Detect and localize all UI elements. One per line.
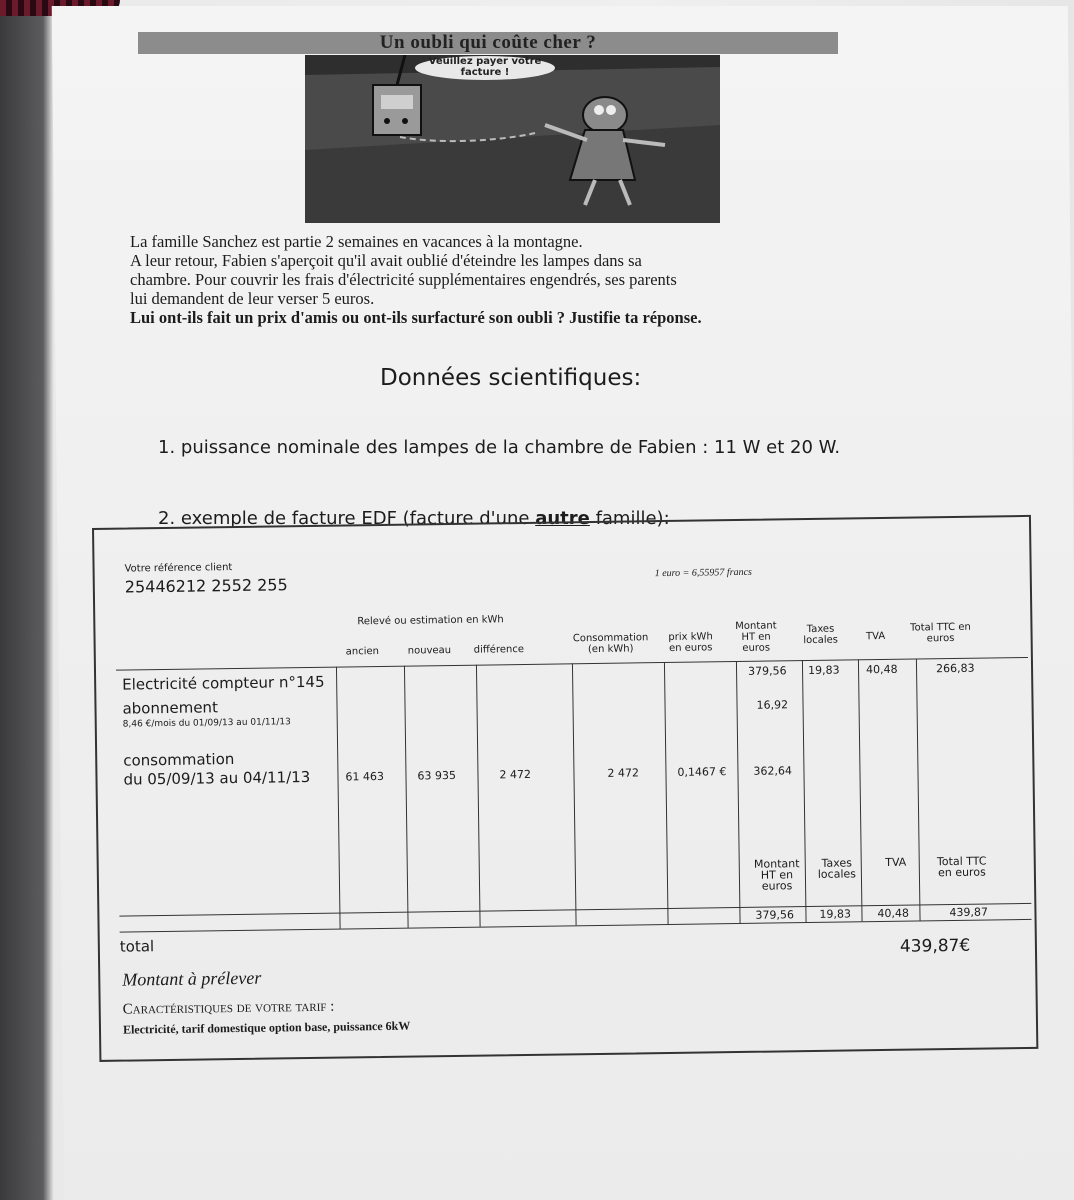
item2-underlined: autre xyxy=(535,508,590,529)
header-prix: prix kWh en euros xyxy=(668,631,713,654)
header-tva: TVA xyxy=(865,630,886,643)
story-line: lui demandent de leur verser 5 euros. xyxy=(130,289,375,308)
cartoon-drawing xyxy=(305,55,720,223)
consommation-label: consommation xyxy=(123,750,235,770)
summary-montant-header: Montant HT en euros xyxy=(753,857,800,893)
releve-label: Relevé ou estimation en kWh xyxy=(357,614,504,628)
grid-line xyxy=(664,662,669,924)
total-label: total xyxy=(119,937,155,956)
grid-line xyxy=(736,661,741,923)
prelever-label: Montant à prélever xyxy=(122,967,262,990)
data-item-1: 1. puissance nominale des lampes de la chambre de Fabien : 11 W et 20 W. xyxy=(158,437,841,458)
summary-ttc-header: Total TTC en euros xyxy=(936,854,987,880)
section-heading: Données scientifiques: xyxy=(380,365,642,391)
header-montant: Montant HT en euros xyxy=(735,620,777,654)
summary-tva-header: TVA xyxy=(885,855,907,869)
header-nouveau: nouveau xyxy=(407,644,452,657)
client-ref-label: Votre référence client xyxy=(124,562,233,575)
header-ancien: ancien xyxy=(345,646,380,658)
grid-line xyxy=(858,659,863,921)
tarif-heading: Caractéristiques de votre tarif : xyxy=(122,998,335,1018)
grid-line xyxy=(404,666,409,928)
prelever-value: 439,87€ xyxy=(899,935,971,957)
nouveau-value: 63 935 xyxy=(417,768,457,783)
grid-line xyxy=(916,658,921,920)
speech-bubble: Veuillez payer votre facture ! xyxy=(415,56,555,80)
story-line: A leur retour, Fabien s'aperçoit qu'il avait oublié d'éteindre les lampes dans sa xyxy=(130,251,642,270)
worksheet-title: Un oubli qui coûte cher ? xyxy=(138,32,838,54)
summary-taxes: 19,83 xyxy=(819,907,852,921)
consommation-value: 2 472 xyxy=(607,766,640,780)
abonnement-detail: 8,46 €/mois du 01/09/13 au 01/11/13 xyxy=(122,717,291,730)
prix-value: 0,1467 € xyxy=(677,765,727,779)
summary-ttc: 439,87 xyxy=(949,905,989,920)
row1-ttc: 266,83 xyxy=(935,661,975,676)
story-line: chambre. Pour couvrir les frais d'électricité supplémentaires engendrés, ses parents xyxy=(130,270,677,289)
compteur-label: Electricité compteur n°145 xyxy=(122,672,325,694)
ancien-value: 61 463 xyxy=(345,769,385,784)
summary-tva: 40,48 xyxy=(877,906,910,921)
exchange-rate: 1 euro = 6,55957 francs xyxy=(654,566,752,580)
story-text xyxy=(130,232,860,327)
client-ref-value: 25446212 2552 255 xyxy=(124,575,288,597)
row1-montant: 379,56 xyxy=(747,664,787,678)
row1-tva: 40,48 xyxy=(865,662,898,677)
story-line: La famille Sanchez est partie 2 semaines en vacances à la montagne. xyxy=(130,232,583,251)
grid-line xyxy=(336,667,341,929)
item2-prefix: 2. exemple de facture EDF (facture d'une xyxy=(158,508,536,529)
header-taxes: Taxes locales xyxy=(803,623,839,647)
conso-montant: 362,64 xyxy=(753,764,793,778)
row1-taxes: 19,83 xyxy=(807,663,840,678)
edf-invoice xyxy=(92,515,1038,1062)
summary-taxes-header: Taxes locales xyxy=(817,856,857,881)
invoice-grid xyxy=(116,657,1032,932)
header-consommation: Consommation (en kWh) xyxy=(572,632,649,656)
story-question: Lui ont-ils fait un prix d'amis ou ont-ils surfacturé son oubli ? Justifie ta réponse. xyxy=(130,308,702,327)
tarif-detail: Electricité, tarif domestique option base, puissance 6kW xyxy=(122,1018,411,1037)
header-difference: différence xyxy=(473,643,525,656)
abonnement-montant: 16,92 xyxy=(756,698,789,712)
summary-montant: 379,56 xyxy=(755,908,795,922)
cartoon-illustration xyxy=(305,55,720,223)
header-ttc: Total TTC en euros xyxy=(910,621,971,645)
grid-line xyxy=(572,663,577,925)
item2-suffix: famille): xyxy=(589,508,670,529)
abonnement-label: abonnement xyxy=(122,698,219,718)
difference-value: 2 472 xyxy=(499,767,532,782)
consommation-period: du 05/09/13 au 04/11/13 xyxy=(123,767,311,789)
grid-line xyxy=(476,665,481,927)
